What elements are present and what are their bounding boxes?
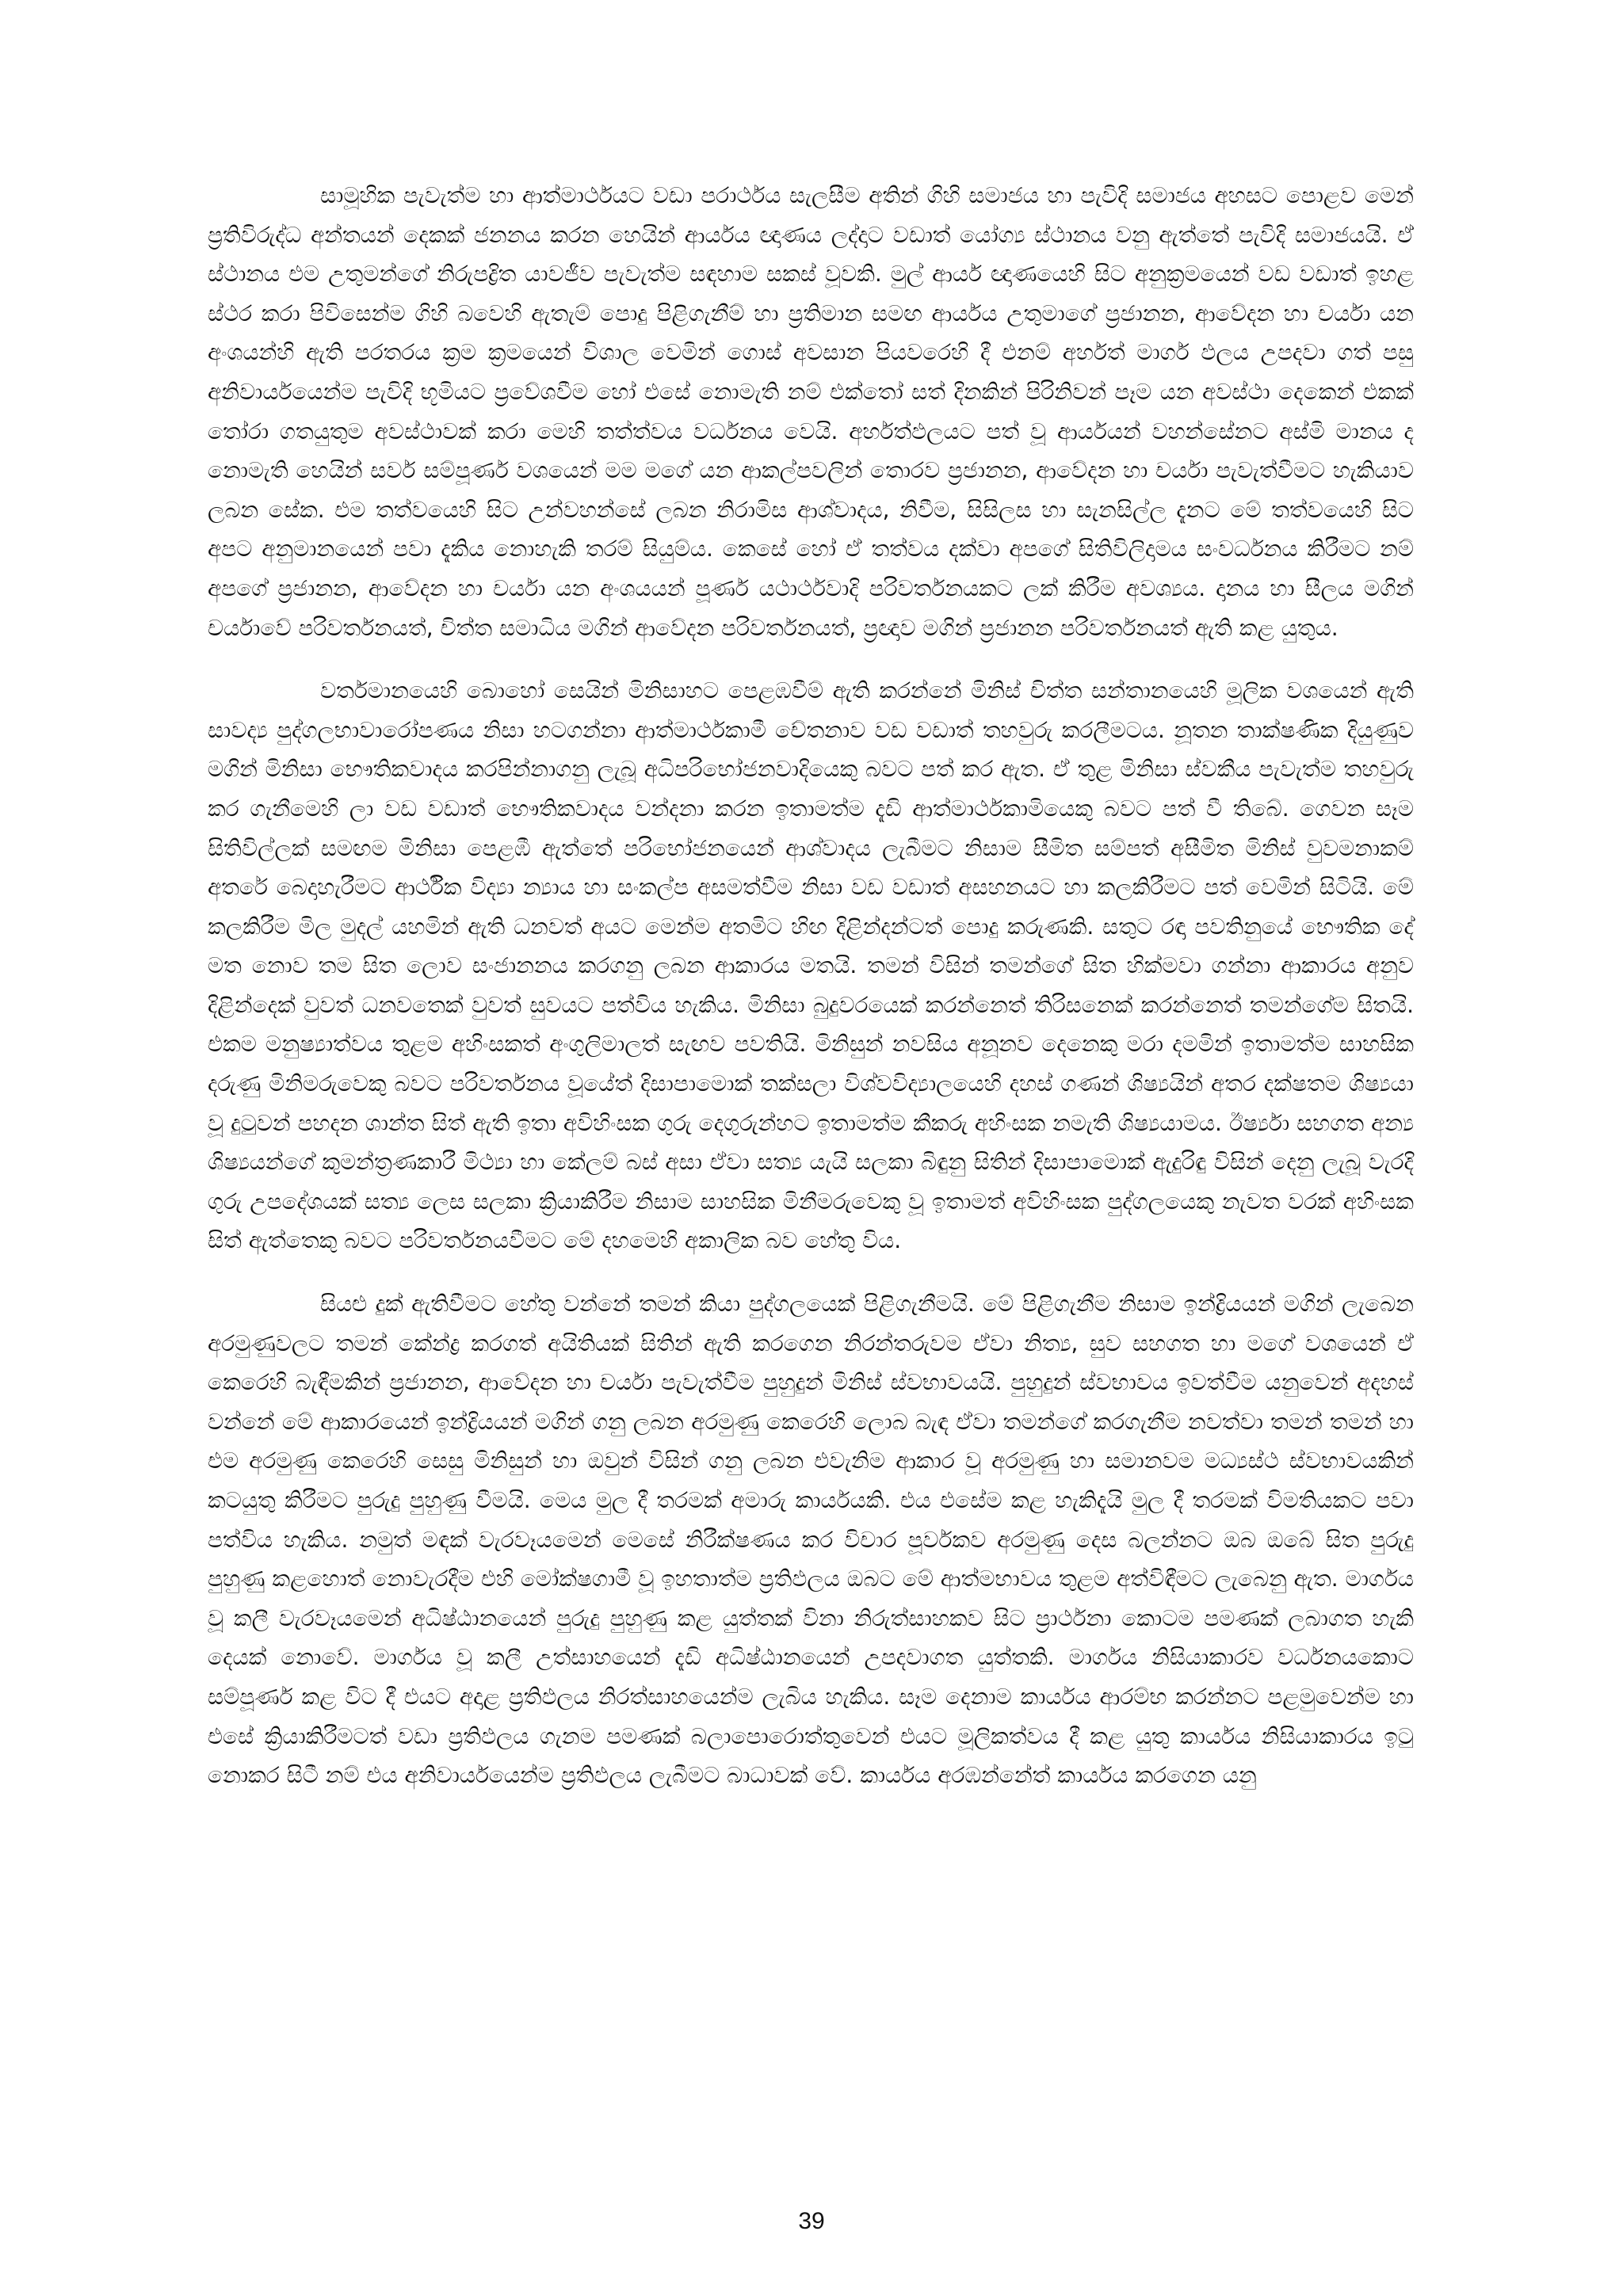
paragraph-1: සාමූහික පැවැත්ම හා ආත්මාර්ථයට වඩා පරාර්ථය සැලසීම අතින් ගිහි සමාජය හා පැවිදි සමාජය අහසට පොළව මෙන් ප්‍රතිවිරුද්ධ අන්තයන් දෙකක් ජනනය කරන හෙයින් ආර්යය ඥාණය ලද්දාට වඩාත් යෝග්‍ය ස්ථානය වනු ඇත්තේ පැවිදි සමාජයයි. ඒ ස්ථානය එම උතුමන්ගේ නිරුපද්‍රිත යාවජීව පැවැත්ම සඳහාම සකස් වූවකි. මුල් ආර්ය ඥාණයෙහි සිට අනුක්‍රමයෙන් වඩ වඩාත් ඉහළ ස්ථර කරා පිවිසෙන්ම ගිහි බවෙහි ඇතැම් පොදු පිළිගැනීම් හා ප්‍රතිමාන සමඟ ආර්යය උතුමාගේ ප්‍රජානන, ආවේදන හා චර්යා යන අංශයන්හි ඇති පරතරය ක්‍රම ක්‍රමයෙන් විශාල වෙමින් ගොස් අවසාන පියවරෙහි දී එනම් අර්හත් මාර්ග ඵලය උපදවා ගත් පසු අනිවාර්යයෙන්ම පැවිදි භූමියට ප්‍රවේශවීම හෝ එසේ නොමැති නම් එක්තෝ සත් දිනකින් පිරිනිවන් පෑම යන අවස්ථා දෙකෙන් එකක් තෝරා ගතයුතුම අවස්ථාවක් කරා මෙහි තත්ත්වය වර්ධනය වෙයි. අර්හත්ඵලයට පත් වූ ආර්යයන් වහන්සේනට අස්මි මානය ද නොමැති හෙයින් සර්ව සම්පූර්ණ වශයෙන් මම මගේ යන ආකල්පවලින් තොරව ප්‍රජානන, ආවේදන හා චර්යා පැවැත්වීමට හැකියාව ලබන සේක. එම තත්වයෙහි සිට උන්වහන්සේ ලබන නිරාමිස ආශ්වාදය, නිවීම, සිසිලස හා සැනසිල්ල දැනට මේ තත්වයෙහි සිට අපට අනුමානයෙන් පවා දැකිය නොහැකි තරම් සියුම්ය. කෙසේ හෝ ඒ තත්වය දක්වා අපගේ සිතිවිලිදාමය සංවර්ධනය කිරීමට නම් අපගේ ප්‍රජානන, ආවේදන හා චර්යා යන අංශයයන් පූර්ණ යථාර්ථවාදි පරිවර්තනයකට ලක් කිරීම අවශ්‍යය. දානය හා සීලය මගින් චර්යාවේ පරිවර්තනයත්, චිත්ත සමාධිය මගින් ආවේදන පරිවර්තනයත්, ප්‍රඥාව මගින් ප්‍රජානන පරිවර්තනයත් ඇති කළ යුතුය. bbox=[208, 182, 1414, 641]
paragraph-3: සියළු දුක් ඇතිවීමට හේතු වන්නේ තමන් කියා පුද්ගලයෙක් පිළිගැනීමයි. මේ පිළිගැනීම නිසාම ඉන්ද්‍රියයන් මගින් ලැබෙන අරමුණුවලට තමන් කේන්ද්‍ර කරගත් අයිතියක් සිතින් ඇති කරගෙන නිරන්තරුවම ඒවා නිත්‍ය, සුව සහගත හා මගේ වශයෙන් ඒ කෙරෙහි බැඳීමකින් ප්‍රජානන, ආවේදන හා චර්යා පැවැත්වීම පුහුදුන් මිනිස් ස්වභාවයයි. පුහුදුන් ස්වභාවය ඉවත්වීම යනුවෙන් අදහස් වන්නේ මේ ආකාරයෙන් ඉන්ද්‍රියයන් මගින් ගනු ලබන අරමුණු කෙරෙහි ලොබ බැඳ ඒවා තමන්ගේ කරගැනීම නවත්වා තමන් තමන් හා එම අරමුණු කෙරෙහි සෙසු මිනිසුන් හා ඔවුන් විසින් ගනු ලබන එවැනිම ආකාර වූ අරමුණු හා සමානවම මධ්‍යස්ථ ස්වභාවයකින් කටයුතු කිරීමට පුරුදු පුහුණු වීමයි. මෙය මුල දී තරමක් අමාරු කාර්යයකි. එය එසේම කළ හැකිදැයි මුල දී තරමක් විමතියකට පවා පත්විය හැකිය. නමුත් මඳක් වැරවෑයමෙන් මෙසේ නිරීක්ෂණය කර විචාර පූර්වකව අරමුණු දෙස බලන්නට ඔබ ඔබේ සිත පුරුදු පුහුණු කළහොත් නොවැරදීම එහි මෝක්ෂගාමී වූ ඉහතාත්ම ප්‍රතිඵලය ඔබට මේ ආත්මභාවය තුළම අත්විඳීමට ලැබෙනු ඇත. මාර්ගය වූ කලී වැරවෑයමෙන් අධිෂ්ඨානයෙන් පුරුදු පුහුණු කළ යුත්තක් විනා නිරුත්සාහකව සිට ප්‍රාර්ථනා කොටම පමණක් ලබාගත හැකි දෙයක් නොවේ. මාර්ගය වූ කලී උත්සාහයෙන් දැඩි අධිෂ්ඨානයෙන් උපදවාගත යුත්තකි. මාර්ගය නිසියාකාරව වර්ධනයකොට සම්පූර්ණ කළ විට දී එයට අදාළ ප්‍රතිඵලය නිරත්සාහයෙන්ම ලැබිය හැකිය. සෑම දෙනාම කාර්යය ආරම්භ කරන්නට පළමුවෙන්ම හා එසේ ක්‍රියාකිරීමටත් වඩා ප්‍රතිඵලය ගැනම පමණක් බලාපොරොත්තුවෙන් එයට මූලිකත්වය දී කළ යුතු කාර්යය නිසියාකාරය ඉටු නොකර සිටී නම් එය අනිවාර්යයෙන්ම ප්‍රතිඵලය ලැබීමට බාධාවක් වේ. කාර්යය අරඹන්නේත් කාර්යය කරගෙන යනු bbox=[208, 1291, 1414, 1789]
paragraph-2: වර්තමානයෙහි බොහෝ සෙයින් මිනිසාහට පෙළඹවීම් ඇති කරන්නේ මිනිස් චිත්ත සන්තානයෙහි මූලික වශයෙන් ඇති සාවද්‍ය පුද්ගලභාවාරෝපණය නිසා හටගන්නා ආත්මාර්ථකාමී චේතනාව වඩ වඩාත් තහවුරු කරලීමටය. නූතන තාක්ෂණික දියුණුව මගින් මිනිසා භෞතිකවාදය කරපින්නාගනු ලැබූ අධිපරිභෝජනවාදියෙකු බවට පත් කර ඇත. ඒ තුළ මිනිසා ස්වකීය පැවැත්ම තහවුරු කර ගැනීමෙහි ලා වඩ වඩාත් භෞතිකවාදය වන්දනා කරන ඉතාමත්ම දැඩි ආත්මාර්ථකාමියෙකු බවට පත් වී තිබේ. ගෙවන සෑම සිතිවිල්ලක් සමඟම මිනිසා පෙළඹී ඇත්තේ පරිභෝජනයෙන් ආශ්වාදය ලැබීමට නිසාම සීමිත සම්පත් අසීමිත මිනිස් වුවමනාකම් අතරේ බෙදාහැරීමට ආර්ථික විද්‍යා න්‍යාය හා සංකල්ප අසමත්වීම නිසා වඩ වඩාත් අසහනයට හා කලකිරීමට පත් වෙමින් සිටියි. මේ කලකිරීම මිල මුදල් යහමින් ඇති ධනවත් අයට මෙන්ම අතමිට හිඟ දිළින්දන්ටත් පොදු කරුණකි. සතුට රඳා පවතිනුයේ භෞතික දේ මත නොව තම සිත ලොව සංජානනය කරගනු ලබන ආකාරය මතයි. තමන් විසින් තමන්ගේ සිත හික්මවා ගන්නා ආකාරය අනුව දිළින්දෙක් වුවත් ධනවතෙක් වුවත් සුවයට පත්විය හැකිය. මිනිසා බුදුවරයෙක් කරන්නෙත් තිරිසනෙක් කරන්නෙත් තමන්ගේම සිතයි. එකම මනුෂ්‍යාත්වය තුළම අහිංසකත් අංගුලිමාලත් සැඟව පවතියි. මිනිසුන් නවසිය අනූනව දෙනෙකු මරා දමමින් ඉතාමත්ම සාහසික දරුණු මිනිමරුවෙකු බවට පරිවර්තනය වූයේත් දිසාපාමොක් තක්සලා විශ්වවිද්‍යාලයෙහි දහස් ගණන් ශිෂ්‍යයින් අතර දක්ෂතම ශිෂ්‍යයා වූ දුටුවන් පහදන ශාන්ත සිත් ඇති ඉතා අවිහිංසක ගුරු දෙගුරුන්හට ඉතාමත්ම කීකරු අහිංසක නමැති ශිෂ්‍යයාමය. ඊර්ෂ්‍යා සහගත අන්‍ය ශිෂ්‍යයන්ගේ කුමන්ත්‍රණකාරී මිථ්‍යා හා කේලම් බස් අසා ඒවා සත්‍ය යැයි සලකා බිඳුනු සිතින් දිසාපාමොක් ඇදුරිඳු විසින් දෙනු ලැබූ වැරදි ගුරු උපදේශයක් සත්‍ය ලෙස සලකා ක්‍රියාකිරීම නිසාම සාහසික මිනීමරුවෙකු වූ ඉතාමත් අවිහිංසක පුද්ගලයෙකු නැවත වරක් අහිංසක සිත් ඇත්තෙකු බවට පරිවර්තනයවීමට මේ දහමෙහි අකාලික බව හේතු විය. bbox=[208, 677, 1414, 1254]
page-number: 39 bbox=[798, 2208, 825, 2234]
page-body bbox=[208, 176, 1414, 1824]
